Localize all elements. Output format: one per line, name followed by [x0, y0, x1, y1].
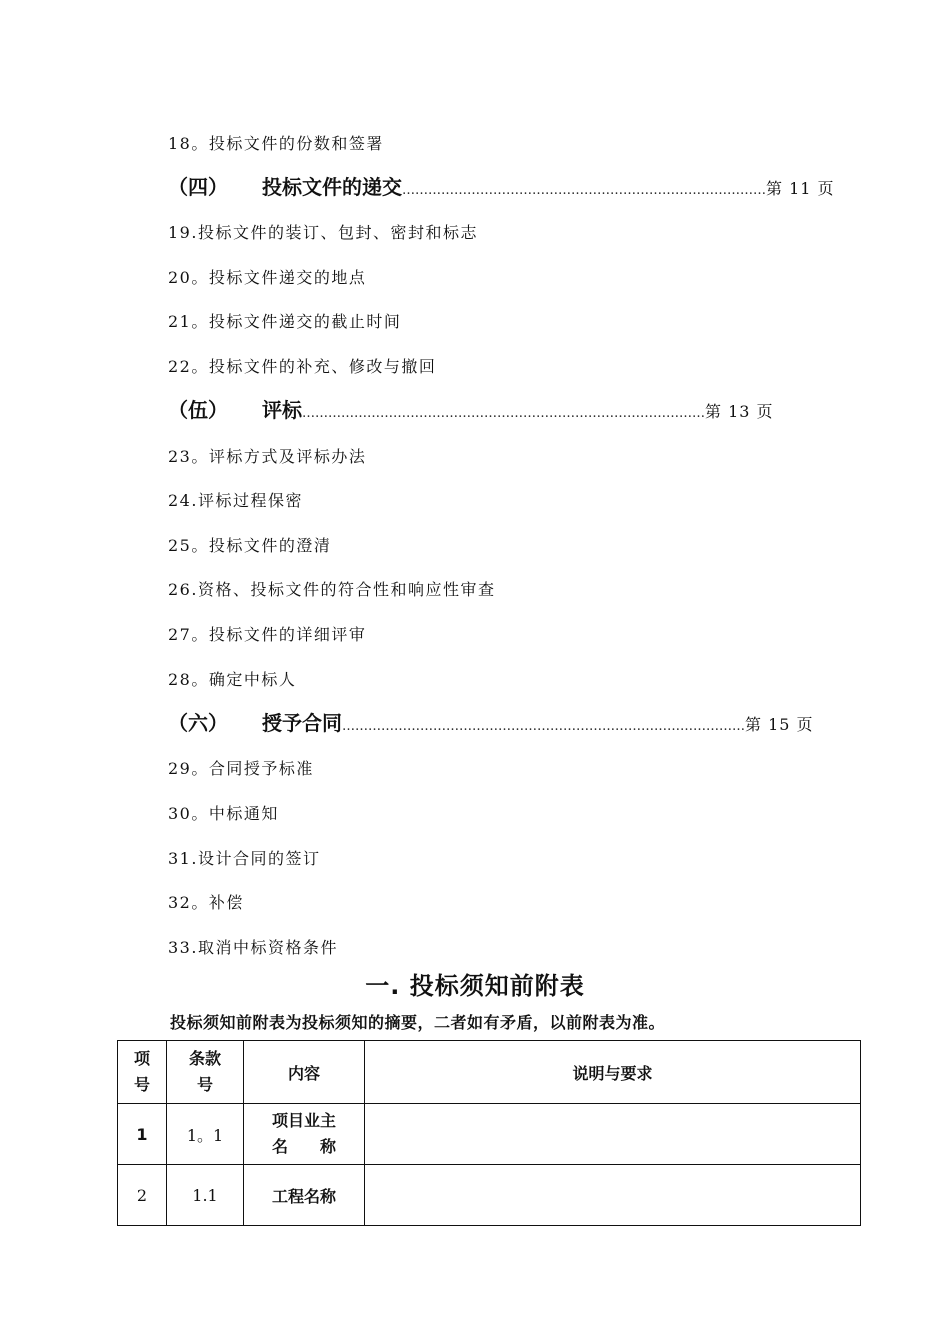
cell-description[interactable] — [365, 1165, 861, 1226]
header-text: 说明与要求 — [572, 1063, 653, 1083]
toc-item-22[interactable]: 22。投标文件的补充、修改与撤回 — [168, 357, 437, 376]
toc-item-32[interactable]: 32。补偿 — [168, 893, 244, 912]
leader-dots: ………………………………………………………………………………… — [302, 406, 705, 421]
table-header-row — [118, 1041, 861, 1104]
toc-item-21[interactable]: 21。投标文件递交的截止时间 — [168, 312, 402, 331]
toc-item-33[interactable]: 33.取消中标资格条件 — [168, 938, 338, 957]
leader-dots: ………………………………………………………………………… — [402, 183, 766, 198]
cell-content: 工程名称 — [244, 1165, 365, 1226]
toc-item-26[interactable]: 26.资格、投标文件的符合性和响应性审查 — [168, 580, 496, 599]
appendix-table — [117, 1040, 861, 1226]
section-number: （六） — [168, 711, 228, 735]
cell-clause-no: 1。1 — [167, 1104, 244, 1165]
header-item-no — [118, 1041, 167, 1104]
toc-item-27[interactable]: 27。投标文件的详细评审 — [168, 625, 367, 644]
toc-item-23[interactable]: 23。评标方式及评标办法 — [168, 447, 367, 466]
toc-item-20[interactable]: 20。投标文件递交的地点 — [168, 268, 367, 287]
header-text: 内容 — [287, 1063, 320, 1083]
cell-item-no: 1 — [118, 1104, 167, 1165]
cell-item-no: 2 — [118, 1165, 167, 1226]
cell-clause-no: 1.1 — [167, 1165, 244, 1226]
appendix-intro: 投标须知前附表为投标须知的摘要，二者如有矛盾，以前附表为准。 — [170, 1013, 666, 1032]
toc-item-29[interactable]: 29。合同授予标准 — [168, 759, 314, 778]
toc-section-6[interactable] — [168, 710, 814, 740]
toc-item-18[interactable]: 18。投标文件的份数和签署 — [168, 134, 384, 153]
header-text: 项 号 — [133, 1049, 150, 1094]
table-row — [118, 1104, 861, 1165]
toc-section-4[interactable] — [168, 174, 835, 204]
toc-item-24[interactable]: 24.评标过程保密 — [168, 491, 303, 510]
header-description — [365, 1041, 861, 1104]
section-number: （伍） — [168, 398, 228, 422]
header-content — [244, 1041, 365, 1104]
page-number: 第 13 页 — [705, 402, 774, 421]
header-clause-no — [167, 1041, 244, 1104]
leader-dots: ………………………………………………………………………………… — [342, 719, 745, 734]
toc-item-25[interactable]: 25。投标文件的澄清 — [168, 536, 332, 555]
section-title: 投标文件的递交 — [262, 175, 402, 199]
table-row — [118, 1165, 861, 1226]
toc-item-30[interactable]: 30。中标通知 — [168, 804, 279, 823]
section-title: 评标 — [262, 398, 302, 422]
toc-item-31[interactable]: 31.设计合同的签订 — [168, 849, 321, 868]
section-number: （四） — [168, 175, 228, 199]
header-text: 条款 号 — [188, 1049, 221, 1094]
toc-item-19[interactable]: 19.投标文件的装订、包封、密封和标志 — [168, 223, 478, 242]
cell-content — [244, 1104, 365, 1165]
cell-content-text: 项目业主 名 称 — [271, 1111, 336, 1156]
toc-section-5[interactable] — [168, 397, 774, 427]
toc-item-28[interactable]: 28。确定中标人 — [168, 670, 297, 689]
section-title: 授予合同 — [262, 711, 342, 735]
page-number: 第 11 页 — [766, 179, 835, 198]
cell-description[interactable] — [365, 1104, 861, 1165]
page-number: 第 15 页 — [745, 715, 814, 734]
appendix-heading: 一. 投标须知前附表 — [365, 972, 585, 1000]
